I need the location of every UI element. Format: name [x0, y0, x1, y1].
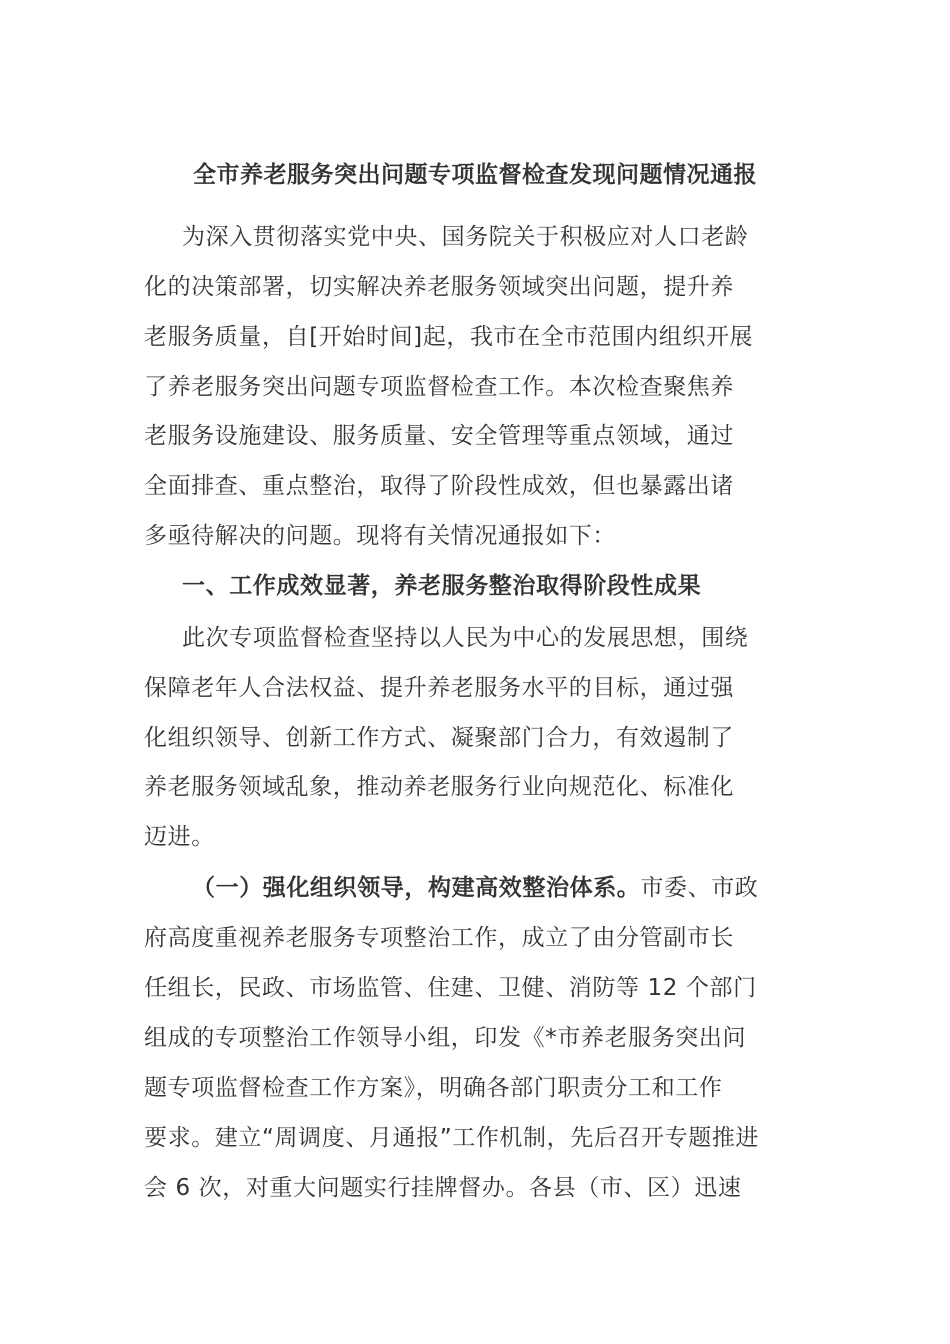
- subsection1-text: 市委、市政: [640, 875, 759, 901]
- subsection1-line: 组成的专项整治工作领导小组，印发《*市养老服务突出问: [144, 1025, 747, 1051]
- subsection1-line: 府高度重视养老服务专项整治工作，成立了由分管副市长: [144, 925, 734, 951]
- intro-line: 化的决策部署，切实解决养老服务领域突出问题，提升养: [144, 274, 734, 300]
- section1-line: 此次专项监督检查坚持以人民为中心的发展思想，围绕: [182, 625, 749, 651]
- section-heading: 一、工作成效显著，养老服务整治取得阶段性成果: [182, 573, 702, 599]
- section1-line: 化组织领导、创新工作方式、凝聚部门合力，有效遏制了: [144, 725, 734, 751]
- subsection1-line: 会 6 次，对重大问题实行挂牌督办。各县（市、区）迅速: [144, 1175, 742, 1201]
- intro-line: 老服务设施建设、服务质量、安全管理等重点领域，通过: [144, 423, 734, 449]
- intro-line: 全面排查、重点整治，取得了阶段性成效，但也暴露出诸: [144, 473, 734, 499]
- section1-line: 养老服务领域乱象，推动养老服务行业向规范化、标准化: [144, 774, 734, 800]
- subsection-heading: （一）强化组织领导，构建高效整治体系。: [192, 875, 641, 901]
- section1-line: 保障老年人合法权益、提升养老服务水平的目标，通过强: [144, 675, 734, 701]
- section1-line: 迈进。: [144, 824, 215, 850]
- subsection1-line: 要求。建立“周调度、月通报”工作机制，先后召开专题推进: [144, 1125, 760, 1151]
- intro-line: 为深入贯彻落实党中央、国务院关于积极应对人口老龄: [182, 224, 749, 250]
- intro-line: 了养老服务突出问题专项监督检查工作。本次检查聚焦养: [144, 374, 734, 400]
- subsection1-line: 题专项监督检查工作方案》，明确各部门职责分工和工作: [144, 1075, 723, 1101]
- subsection1-first-line: [192, 871, 758, 905]
- intro-line: 老服务质量，自[开始时间]起，我市在全市范围内组织开展: [144, 324, 754, 350]
- document-title: 全市养老服务突出问题专项监督检查发现问题情况通报: [193, 162, 757, 188]
- intro-line: 多亟待解决的问题。现将有关情况通报如下：: [144, 523, 616, 549]
- subsection1-line: 任组长，民政、市场监管、住建、卫健、消防等 12 个部门: [144, 975, 757, 1001]
